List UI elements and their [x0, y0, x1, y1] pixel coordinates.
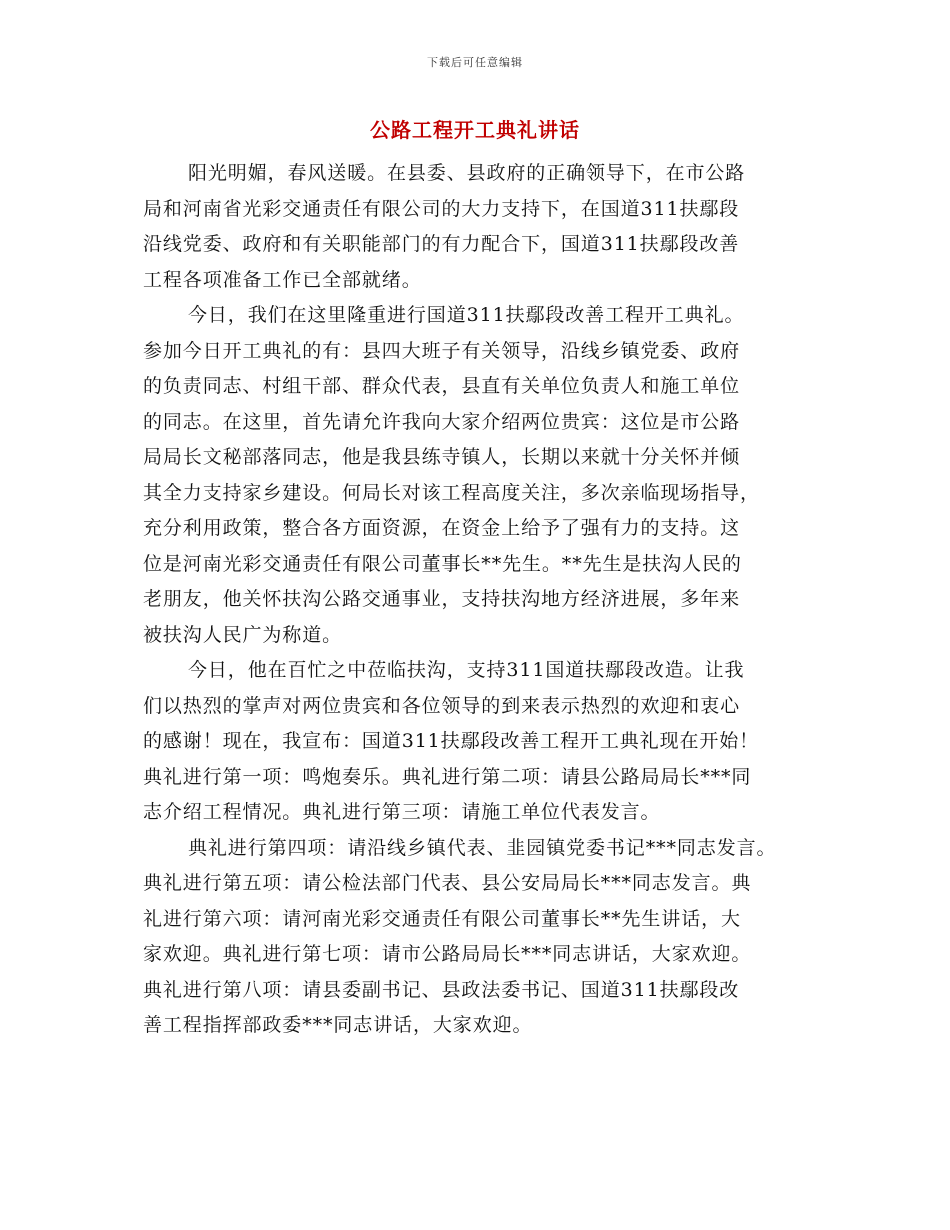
text-line: 典礼进行第八项：请县委副书记、县政法委书记、国道311扶鄢段改: [143, 978, 740, 1001]
text-line: 被扶沟人民广为称道。: [143, 623, 343, 646]
text-line: 沿线党委、政府和有关职能部门的有力配合下，国道311扶鄢段改善: [143, 233, 740, 255]
page-title: 公路工程开工典礼讲话: [370, 118, 580, 142]
text-line: 礼进行第六项：请河南光彩交通责任有限公司董事长**先生讲话，大: [143, 907, 741, 930]
text-line: 工程各项准备工作已全部就绪。: [143, 268, 422, 291]
text-line: 的同志。在这里，首先请允许我向大家介绍两位贵宾：这位是市公路: [143, 410, 741, 433]
text-line: 典礼进行第四项：请沿线乡镇代表、韭园镇党委书记***同志发言。: [188, 836, 777, 859]
text-line: 局和河南省光彩交通责任有限公司的大力支持下，在国道311扶鄢段: [143, 197, 740, 220]
text-line: 典礼进行第五项：请公检法部门代表、县公安局局长***同志发言。典: [143, 872, 752, 894]
text-line: 参加今日开工典礼的有：县四大班子有关领导，沿线乡镇党委、政府: [143, 339, 741, 362]
text-line: 今日，我们在这里隆重进行国道311扶鄢段改善工程开工典礼。: [188, 304, 745, 326]
text-line: 家欢迎。典礼进行第七项：请市公路局局长***同志讲话，大家欢迎。: [143, 943, 752, 965]
header-note: 下载后可任意编辑: [427, 56, 523, 69]
text-line: 老朋友，他关怀扶沟公路交通事业，支持扶沟地方经济进展，多年来: [143, 588, 741, 610]
text-line: 其全力支持家乡建设。何局长对该工程高度关注，多次亲临现场指导，: [143, 481, 760, 504]
text-line: 志介绍工程情况。典礼进行第三项：请施工单位代表发言。: [143, 801, 661, 823]
text-line: 的感谢！现在，我宣布：国道311扶鄢段改善工程开工典礼现在开始！: [143, 730, 760, 752]
text-line: 局局长文秘部落同志，他是我县练寺镇人，长期以来就十分关怀并倾: [143, 446, 741, 468]
text-line: 的负责同志、村组干部、群众代表，县直有关单位负责人和施工单位: [143, 375, 741, 397]
text-line: 位是河南光彩交通责任有限公司董事长**先生。**先生是扶沟人民的: [143, 552, 742, 575]
text-line: 善工程指挥部政委***同志讲话，大家欢迎。: [143, 1014, 533, 1036]
text-line: 今日，他在百忙之中莅临扶沟，支持311国道扶鄢段改造。让我: [188, 659, 745, 681]
text-line: 阳光明媚，春风送暖。在县委、县政府的正确领导下，在市公路: [188, 162, 746, 184]
text-line: 们以热烈的掌声对两位贵宾和各位领导的到来表示热烈的欢迎和衷心: [143, 694, 741, 717]
text-line: 典礼进行第一项：鸣炮奏乐。典礼进行第二项：请县公路局局长***同: [143, 765, 752, 788]
speech-body: [143, 156, 823, 1044]
text-line: 充分利用政策，整合各方面资源，在资金上给予了强有力的支持。这: [143, 517, 741, 539]
